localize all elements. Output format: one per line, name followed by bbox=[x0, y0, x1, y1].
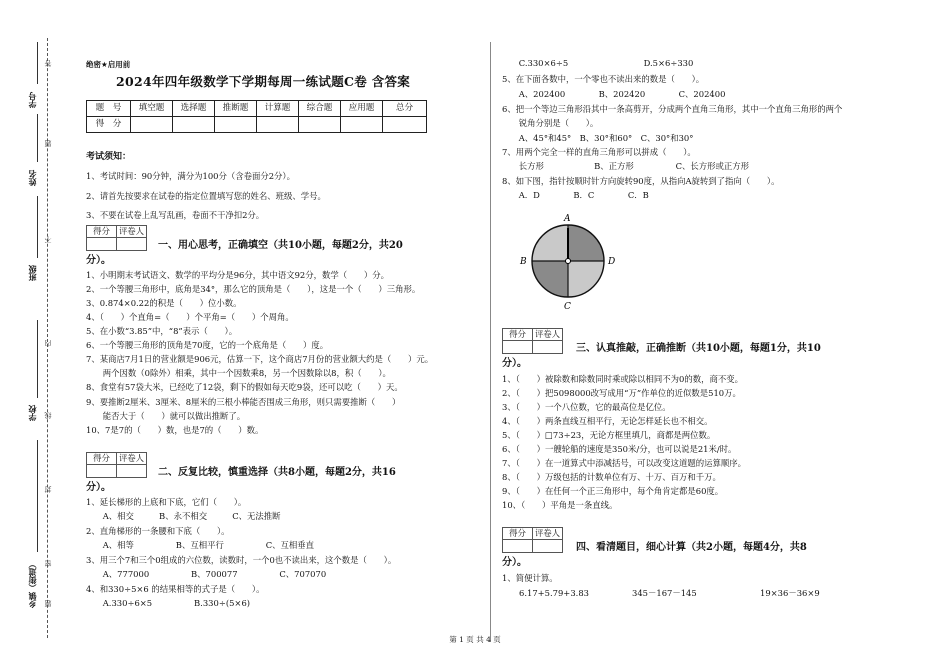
grader-box bbox=[502, 527, 563, 553]
section4-title-end: 分）。 bbox=[502, 557, 527, 568]
side-char: 不 bbox=[44, 236, 52, 243]
fill-question: 8、食堂有57袋大米，已经吃了12袋，剩下的假如每天吃9袋，还可以吃（ ）天。 bbox=[86, 382, 403, 392]
score-header: 推断题 bbox=[215, 101, 257, 117]
student-id-label: 学号 bbox=[27, 92, 37, 108]
page-footer: 第 1 页 共 4 页 bbox=[449, 635, 501, 644]
judge-question: 8、（ ）万级包括的计数单位有万、十万、百万和千万。 bbox=[502, 472, 721, 482]
township-label: 乡镇（街道） bbox=[27, 560, 37, 608]
grader-reviewer-cell[interactable] bbox=[533, 540, 563, 553]
choice-options: A．D B．C C．B bbox=[502, 190, 649, 200]
score-cell[interactable] bbox=[173, 117, 215, 133]
score-cell[interactable] bbox=[215, 117, 257, 133]
choice-question: 3、用三个7和三个0组成的六位数，读数时，一个0也不读出来，这个数是（ ）。 bbox=[86, 555, 397, 565]
judge-question: 10、（ ）平角是一条直线。 bbox=[502, 500, 618, 510]
choice-question: 7、用两个完全一样的直角三角形可以拼成（ ）。 bbox=[502, 147, 696, 157]
score-header: 题 号 bbox=[87, 101, 131, 117]
choice-options: A、202400 B、202420 C、202400 bbox=[502, 89, 726, 99]
section2-title-end: 分）。 bbox=[86, 482, 111, 493]
choice-question: 4、和330÷5×6 的结果相等的式子是（ ）。 bbox=[86, 584, 265, 594]
choice-options: A、45°和45° B、30°和60° C、30°和30° bbox=[502, 133, 694, 143]
judge-question: 6、（ ）一艘轮船的速度是350米/分，也可以说是21米/时。 bbox=[502, 444, 737, 454]
page-title: 2024年四年级数学下学期每周一练试题C卷 含答案 bbox=[116, 74, 411, 89]
judge-question: 9、（ ）在任何一个正三角形中，每个角肯定都是60度。 bbox=[502, 486, 724, 496]
side-char: 题 bbox=[44, 140, 52, 147]
judge-question: 7、（ ）在一道算式中添减括号，可以改变这道题的运算顺序。 bbox=[502, 458, 747, 468]
dial-label-d: D bbox=[608, 257, 616, 267]
dial-label-b: B bbox=[520, 257, 527, 267]
judge-question: 1、（ ）被除数和除数同时乘或除以相同不为0的数，商不变。 bbox=[502, 374, 743, 384]
grader-reviewer-cell[interactable] bbox=[117, 238, 147, 251]
choice-question: 2、直角梯形的一条腰和下底（ ）。 bbox=[86, 526, 230, 536]
student-id-blank[interactable] bbox=[37, 42, 38, 84]
grader-score-label: 得分 bbox=[87, 226, 117, 238]
choice-question: 1、延长梯形的上底和下底，它们（ ）。 bbox=[86, 497, 247, 507]
compass-dial-figure bbox=[513, 212, 623, 310]
judge-question: 4、（ ）两条直线互相平行，无论怎样延长也不相交。 bbox=[502, 416, 713, 426]
school-blank[interactable] bbox=[37, 320, 38, 398]
side-char: 封 bbox=[44, 486, 52, 493]
fill-question: 能否大于（ ）就可以做出推断了。 bbox=[86, 411, 246, 421]
score-table bbox=[86, 100, 427, 133]
fill-question: 4、（ ）个直角=（ ）个平角=（ ）个周角。 bbox=[86, 312, 294, 322]
column-divider bbox=[490, 42, 491, 642]
judge-question: 5、（ ）□73÷23，无论方框里填几，商都是两位数。 bbox=[502, 430, 716, 440]
notice-heading: 考试须知： bbox=[86, 152, 132, 162]
score-header: 总分 bbox=[383, 101, 427, 117]
calc-expression: 6.17+5.79+3.83 bbox=[519, 588, 589, 598]
score-header: 应用题 bbox=[341, 101, 383, 117]
calc-expression: 345－167－145 bbox=[632, 588, 697, 598]
grader-reviewer-cell[interactable] bbox=[533, 341, 563, 354]
score-table-header-row bbox=[87, 101, 427, 117]
fill-question: 9、要推断2厘米、3厘米、8厘米的三根小棒能否围成三角形，则只需要推断（ ） bbox=[86, 397, 401, 407]
grader-score-label: 得分 bbox=[503, 528, 533, 540]
score-row-label: 得 分 bbox=[87, 117, 131, 133]
choice-options: 长方形 B、正方形 C、长方形或正方形 bbox=[502, 161, 750, 171]
fill-question: 1、小明期末考试语文、数学的平均分是96分，其中语文92分，数学（ ）分。 bbox=[86, 270, 390, 280]
fill-question: 两个因数（0除外）相乘，其中一个因数乘8，另一个因数除以8，积（ ）。 bbox=[86, 368, 391, 378]
judge-question: 3、（ ）一个八位数，它的最高位是亿位。 bbox=[502, 402, 671, 412]
fill-question: 3、0.874×0.22的积是（ ）位小数。 bbox=[86, 298, 242, 308]
choice-options: A.330÷6×5 B.330÷(5×6) bbox=[86, 598, 251, 608]
side-char: 内 bbox=[44, 340, 52, 347]
grader-reviewer-label: 评卷人 bbox=[533, 528, 563, 540]
side-char: 密 bbox=[44, 560, 52, 567]
grader-box bbox=[502, 328, 563, 354]
score-header: 计算题 bbox=[257, 101, 299, 117]
calc-question: 1、简便计算。 bbox=[502, 573, 558, 583]
grader-score-cell[interactable] bbox=[503, 540, 533, 553]
fill-question: 7、某商店7月1日的营业额是906元，估算一下，这个商店7月份的营业额大约是（ ）元。 bbox=[86, 354, 434, 364]
class-label: 班级 bbox=[27, 265, 37, 281]
section1-title: 一、用心思考，正确填空（共10小题，每题2分，共20 bbox=[158, 240, 403, 251]
score-table-score-row bbox=[87, 117, 427, 133]
side-char: 答 bbox=[44, 60, 52, 67]
score-header: 选择题 bbox=[173, 101, 215, 117]
grader-score-cell[interactable] bbox=[503, 341, 533, 354]
cut-line bbox=[47, 38, 48, 638]
grader-box bbox=[86, 452, 147, 478]
dial-label-a: A bbox=[564, 214, 571, 224]
grader-score-cell[interactable] bbox=[87, 238, 117, 251]
secret-mark: 绝密★启用前 bbox=[86, 60, 131, 69]
name-label: 姓名 bbox=[27, 170, 37, 186]
choice-options: A、相等 B、互相平行 C、互相垂直 bbox=[86, 540, 314, 550]
score-header: 综合题 bbox=[299, 101, 341, 117]
choice-question: 8、如下图，指针按顺时针方向旋转90度，从指向A旋转到了指向（ ）。 bbox=[502, 176, 780, 186]
fill-question: 5、在小数“3.85”中，“8”表示（ ）。 bbox=[86, 326, 238, 336]
fill-question: 6、一个等腰三角形的顶角是70度，它的一个底角是（ ）度。 bbox=[86, 340, 329, 350]
name-blank[interactable] bbox=[37, 114, 38, 162]
grader-reviewer-label: 评卷人 bbox=[117, 453, 147, 465]
side-char: 题 bbox=[44, 600, 52, 607]
grader-reviewer-cell[interactable] bbox=[117, 465, 147, 478]
binding-margin bbox=[0, 0, 62, 671]
score-cell[interactable] bbox=[299, 117, 341, 133]
fill-question: 2、一个等腰三角形中，底角是34°，那么它的顶角是（ ），这是一个（ ）三角形。 bbox=[86, 284, 421, 294]
section4-title: 四、看清题目，细心计算（共2小题，每题4分，共8 bbox=[576, 542, 807, 553]
notice-item: 1、考试时间：90分钟，满分为100分（含卷面分2分）。 bbox=[86, 171, 295, 181]
calc-expression: 19×36－36×9 bbox=[760, 588, 820, 598]
score-header: 填空题 bbox=[131, 101, 173, 117]
grader-reviewer-label: 评卷人 bbox=[533, 329, 563, 341]
score-cell[interactable] bbox=[257, 117, 299, 133]
choice-question-cont: 锐角分别是（ ）。 bbox=[502, 118, 599, 128]
score-cell[interactable] bbox=[131, 117, 173, 133]
township-blank[interactable] bbox=[37, 440, 38, 552]
choice-question: 6、把一个等边三角形沿其中一条高剪开，分成两个直角三角形，其中一个直角三角形的两个 bbox=[502, 104, 843, 114]
notice-item: 3、不要在试卷上乱写乱画，卷面不干净扣2分。 bbox=[86, 210, 265, 220]
section2-title: 二、反复比较，慎重选择（共8小题，每题2分，共16 bbox=[158, 467, 396, 478]
fill-question: 10、7是7的（ ）数，也是7的（ ）数。 bbox=[86, 425, 264, 435]
grader-score-label: 得分 bbox=[503, 329, 533, 341]
grader-score-label: 得分 bbox=[87, 453, 117, 465]
score-cell[interactable] bbox=[383, 117, 427, 133]
choice-options: A、相交 B、永不相交 C、无法推断 bbox=[86, 511, 281, 521]
grader-score-cell[interactable] bbox=[87, 465, 117, 478]
compass-dial bbox=[532, 225, 604, 297]
class-blank[interactable] bbox=[37, 196, 38, 258]
grader-box bbox=[86, 225, 147, 251]
choice-options: C.330×6÷5 D.5×6÷330 bbox=[502, 58, 694, 68]
judge-question: 2、（ ）把5098000改写成用“万”作单位的近似数是510万。 bbox=[502, 388, 741, 398]
grader-reviewer-label: 评卷人 bbox=[117, 226, 147, 238]
side-char: 线 bbox=[44, 412, 52, 419]
choice-options: A、777000 B、700077 C、707070 bbox=[86, 569, 327, 579]
choice-question: 5、在下面各数中，一个零也不读出来的数是（ ）。 bbox=[502, 74, 705, 84]
notice-item: 2、请首先按要求在试卷的指定位置填写您的姓名、班级、学号。 bbox=[86, 191, 326, 201]
pointer-pivot bbox=[566, 259, 571, 264]
section3-title: 三、认真推敲，正确推断（共10小题，每题1分，共10 bbox=[576, 343, 821, 354]
section3-title-end: 分）。 bbox=[502, 358, 527, 369]
section1-title-end: 分）。 bbox=[86, 255, 111, 266]
school-label: 学校 bbox=[27, 405, 37, 421]
score-cell[interactable] bbox=[341, 117, 383, 133]
dial-label-c: C bbox=[564, 302, 571, 310]
